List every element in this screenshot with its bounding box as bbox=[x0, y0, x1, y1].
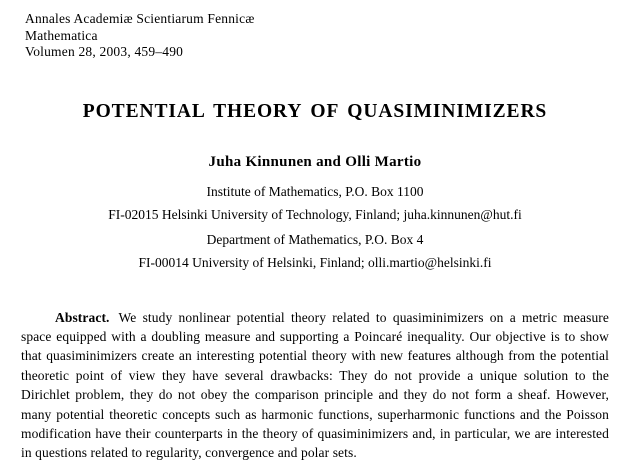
journal-name-line: Annales Academiæ Scientiarum Fennicæ bbox=[25, 11, 255, 26]
journal-series-line: Mathematica bbox=[25, 27, 98, 43]
abstract-label: Abstract. bbox=[55, 309, 110, 325]
abstract-text: We study nonlinear potential theory related to quasiminimizers on a metric measure space equipped with a doubling measure and supporting a Poincaré inequality. Our objective is to show that quasiminimizers create an interesting potential theory with new features although from the potential theoretic point of view they have several drawbacks: They do not provide a unique solution to the Dirichlet problem, they do not obey the comparison principle and they do not form a sheaf. However, many potential theoretic concepts such as harmonic functions, superharmonic functions and the Poisson modification have their counterparts in the theory of quasiminimizers and, in particular, we are interested in questions related to regularity, convergence and polar sets. bbox=[21, 309, 609, 461]
authors-line: Juha Kinnunen and Olli Martio bbox=[208, 154, 422, 170]
affiliation-block-2 bbox=[0, 228, 630, 274]
paper-title: POTENTIAL THEORY OF QUASIMINIMIZERS bbox=[82, 101, 548, 122]
journal-volume-line: Volumen 28, 2003, 459–490 bbox=[25, 44, 184, 59]
abstract-paragraph bbox=[21, 308, 609, 463]
affiliation-institute-line: Department of Mathematics, P.O. Box 4 bbox=[206, 232, 424, 247]
journal-header bbox=[25, 11, 255, 61]
affiliation-address-email-line: FI-02015 Helsinki University of Technology, Finland; juha.kinnunen@hut.fi bbox=[108, 207, 522, 222]
affiliation-address-email-line: FI-00014 University of Helsinki, Finland; olli.martio@helsinki.fi bbox=[138, 255, 492, 270]
affiliation-institute-line: Institute of Mathematics, P.O. Box 1100 bbox=[206, 184, 424, 199]
affiliation-block-1 bbox=[0, 180, 630, 226]
